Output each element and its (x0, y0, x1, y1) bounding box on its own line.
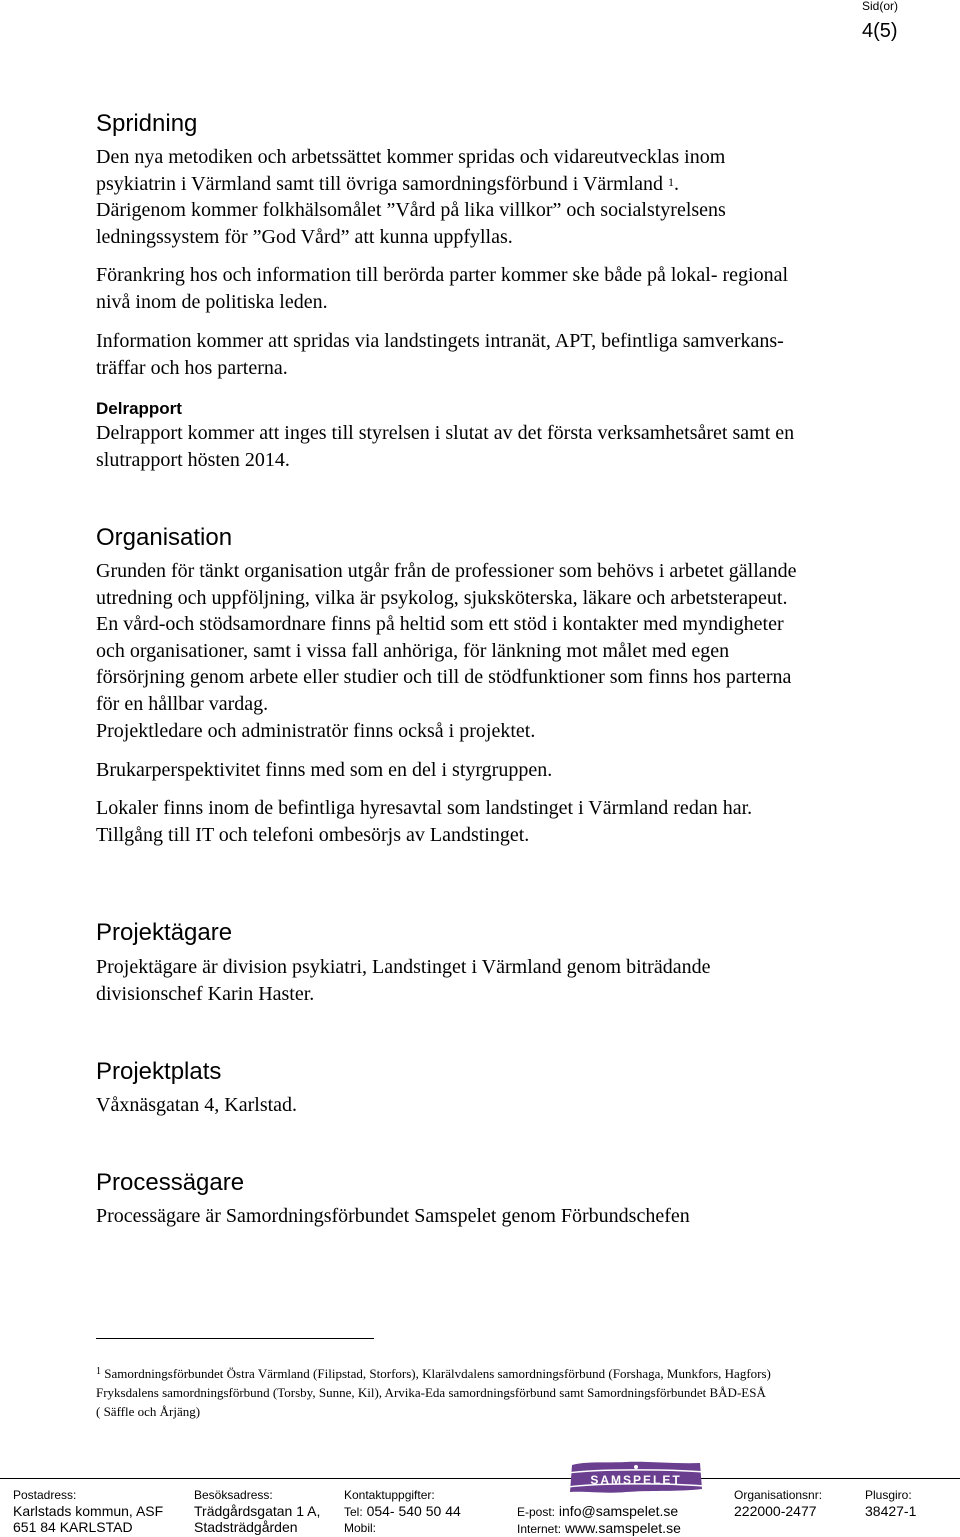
email-link[interactable]: info@samspelet.se (558, 1503, 679, 1519)
paragraph: Den nya metodiken och arbetssättet kommer spridas och vidareutvecklas inom psykiatrin i Värmland samt till övriga samordningsförbund i Värmland $^1$. Därigenom kommer folkhälsomålet ”Vård på lika villkor” och socialstyrelsens ledningssystem för ”God Vård” att kunna uppfyllas. (96, 146, 726, 248)
section-heading-projektplats: Projektplats (96, 1058, 222, 1085)
page-number: 4(5) (862, 20, 898, 42)
subheading-delrapport: Delrapport (96, 399, 182, 418)
footnote-ref: 1 (667, 174, 674, 189)
website-link[interactable]: www.samspelet.se (564, 1520, 681, 1536)
paragraph: Grunden för tänkt organisation utgår från de professioner som behövs i arbetet gällande utredning och uppföljning, vilka är psykolog, sjuksköterska, läkare och arbetsterapeut. En vård-och stödsamordnare finns på heltid som ett stöd i kontakter med myndigheter och organisationer, samt i vissa fall anhöriga, för länkning mot målet med egen försörjning genom arbete eller studier och till de stödfunktioner som finns hos parterna för en hållbar vardag. Projektledare och administratör finns också i projektet. (96, 560, 797, 742)
paragraph: Projektägare är division psykiatri, Landstinget i Värmland genom biträdande divisionschef Karin Haster. (96, 956, 711, 1005)
paragraph: Förankring hos och information till berörda parter kommer ske både på lokal- regional nivå inom de politiska leden. (96, 264, 789, 313)
paragraph: Information kommer att spridas via landstingets intranät, APT, befintliga samverkans- träffar och hos parterna. (96, 330, 784, 379)
logo-text: SAMSPELET (590, 1473, 682, 1487)
page-label: Sid(or) (862, 0, 899, 13)
footer-rule (0, 1478, 960, 1479)
footer-postadress: Postadress: Karlstads kommun, ASF 651 84 KARLSTAD (13, 1488, 164, 1535)
paragraph: Processägare är Samordningsförbundet Samspelet genom Förbundschefen (96, 1205, 690, 1227)
paragraph: Lokaler finns inom de befintliga hyresavtal som landstinget i Värmland redan har. Tillgång till IT och telefoni ombesörjs av Landstinget. (96, 797, 753, 846)
footer-besoksadress: Besöksadress: Trädgårdsgatan 1 A, Stadsträdgården (194, 1488, 321, 1535)
paragraph: Brukarperspektivitet finns med som en del i styrgruppen. (96, 759, 553, 781)
footer-orgnr: Organisationsnr: 222000-2477 (734, 1488, 823, 1519)
section-heading-processagare: Processägare (96, 1169, 245, 1196)
paragraph: Delrapport kommer att inges till styrelsen i slutat av det första verksamhetsåret samt en slutrapport hösten 2014. (96, 422, 795, 471)
footer-kontakt: Kontaktuppgifter: Tel: 054- 540 50 44 Mobil: (344, 1488, 461, 1535)
samspelet-logo (566, 1461, 706, 1495)
section-heading-organisation: Organisation (96, 524, 233, 551)
section-heading-spridning: Spridning (96, 110, 198, 137)
footnote: $^1$ Samordningsförbundet Östra Värmland (Filipstad, Storfors), Klarälvdalens samordningsförbund (Forshaga, Munkfors, Hagfors) Fryksdalens samordningsförbund (Torsby, Sunne, Kil), Arvika-Eda samordningsförbund samt Samordningsförbundet BÅD-ESÅ ( Säffle och Årjäng) (96, 1366, 771, 1419)
footnote-separator (96, 1338, 374, 1339)
footer-web: E-post: info@samspelet.se Internet: www.samspelet.se (517, 1503, 681, 1536)
paragraph: Våxnäsgatan 4, Karlstad. (96, 1094, 298, 1116)
footer-plusgiro: Plusgiro: 38427-1 (865, 1488, 917, 1519)
section-heading-projektagare: Projektägare (96, 919, 233, 946)
